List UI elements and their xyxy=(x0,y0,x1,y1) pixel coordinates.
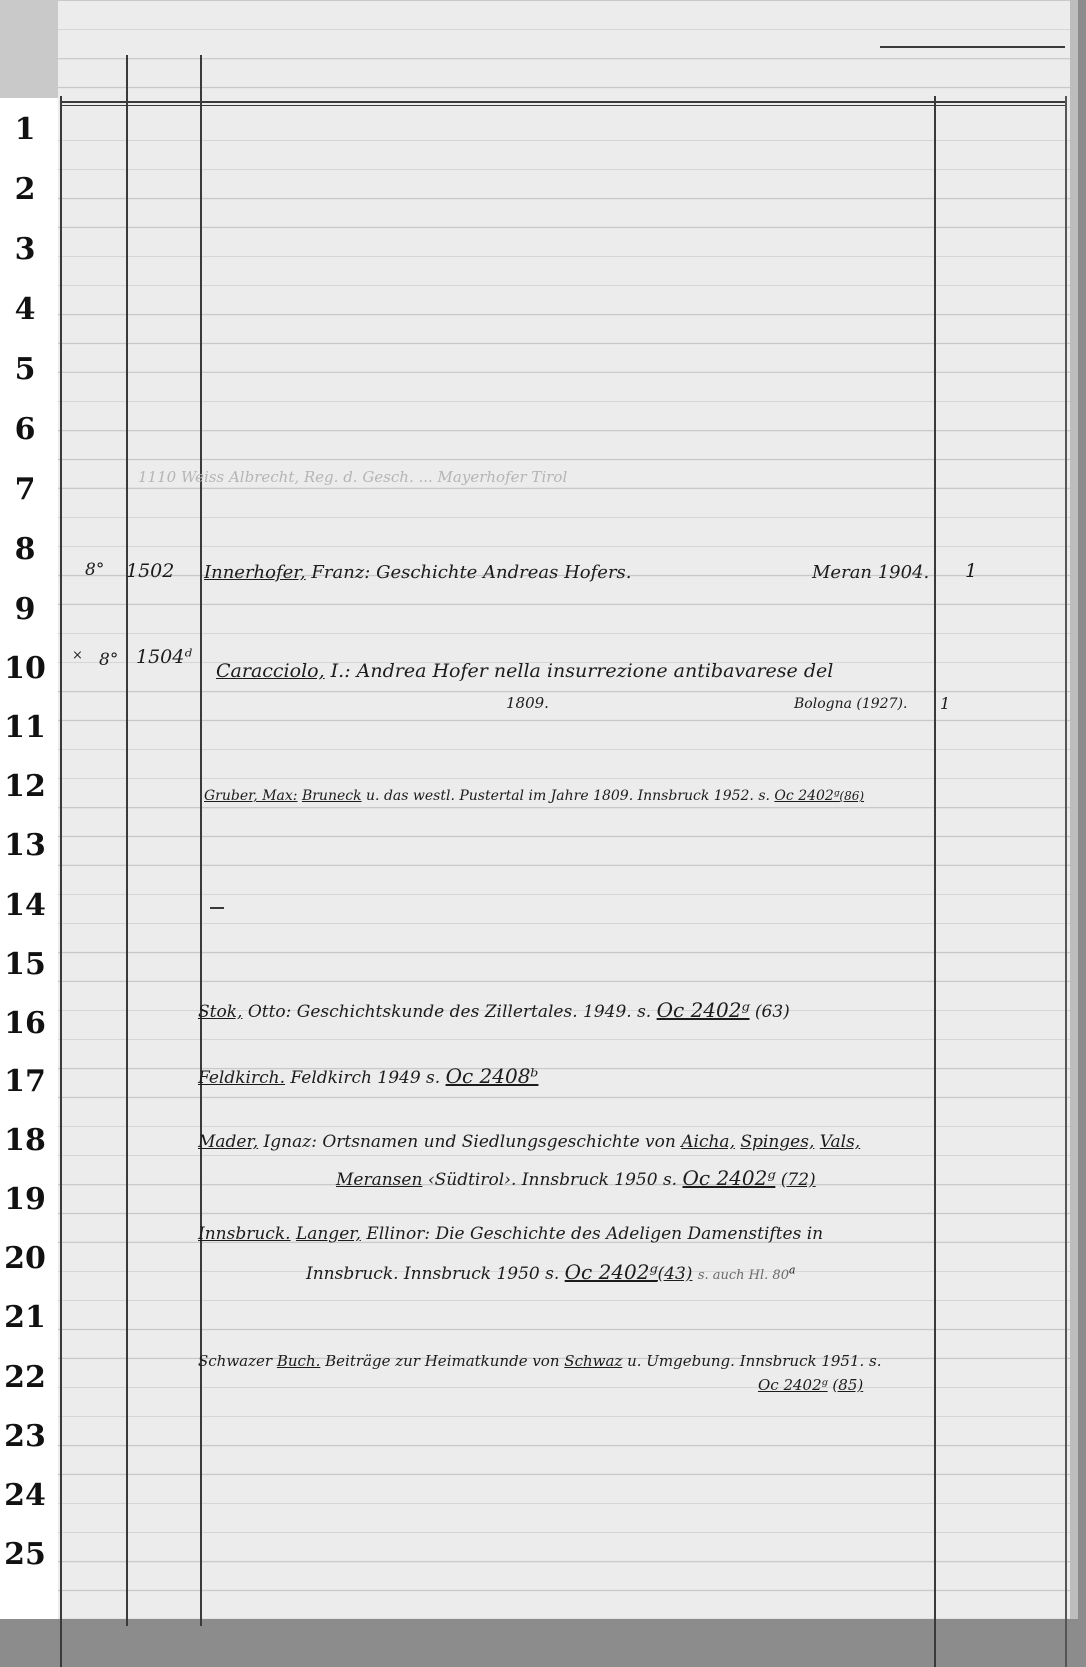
entry-6-place-3: Vals, xyxy=(819,1132,861,1152)
entry-6-line-1 xyxy=(198,1132,860,1152)
entry-7-note-sup: a xyxy=(788,1263,796,1277)
line-number: 18 xyxy=(4,1123,46,1158)
entry-5-text xyxy=(198,1064,538,1088)
entry-1-number: 1502 xyxy=(126,560,175,582)
column-rule-3 xyxy=(200,55,202,1626)
entry-7-line-2 xyxy=(306,1260,795,1284)
entry-1-place: Meran 1904. xyxy=(812,562,930,583)
header-rule xyxy=(62,101,1065,103)
entry-7-line-2-text: Innsbruck. Innsbruck 1950 s. xyxy=(306,1264,560,1284)
entry-8-line-1 xyxy=(198,1352,882,1370)
entry-3-signature: Oc 2402ᵍ xyxy=(774,788,840,804)
entry-1-format: 8° xyxy=(85,560,105,580)
column-rule-5 xyxy=(1065,96,1067,1667)
line-number: 4 xyxy=(14,292,36,327)
line-number: 12 xyxy=(4,769,46,804)
entry-4-title: Otto: Geschichtskunde des Zillertales. 1949. s. xyxy=(242,1002,652,1022)
entry-6-place-2: Spinges, xyxy=(740,1132,815,1152)
entry-2-title: I.: Andrea Hofer nella insurrezione antibavarese del xyxy=(324,660,834,682)
page-edge xyxy=(1070,0,1078,1619)
entry-3-subject: Bruneck xyxy=(301,788,362,804)
entry-1-count: 1 xyxy=(965,560,978,582)
gutter-header xyxy=(0,0,58,98)
entry-7-note xyxy=(697,1263,796,1283)
line-number: 15 xyxy=(4,947,46,982)
entry-1-author: Innerhofer, xyxy=(204,562,306,583)
entry-2-number: 1504ᵈ xyxy=(136,646,192,668)
entry-7-subject: Innsbruck. xyxy=(198,1224,291,1244)
entry-5-signature: Oc 2408ᵇ xyxy=(445,1064,539,1088)
entry-7-title: Ellinor: Die Geschichte des Adeligen Damenstiftes in xyxy=(360,1224,824,1244)
line-number: 20 xyxy=(4,1241,46,1276)
line-number: 2 xyxy=(14,172,36,207)
entry-6-line-2-text: ‹Südtirol›. Innsbruck 1950 s. xyxy=(422,1170,678,1190)
entry-7-volume: (43) xyxy=(657,1264,693,1284)
entry-2-author: Caracciolo, xyxy=(216,660,325,682)
entry-7-author: Langer, xyxy=(295,1224,361,1244)
header-rule-double xyxy=(62,105,1065,106)
entry-8-place: Schwaz xyxy=(564,1352,623,1370)
entry-8-subject-1: Schwazer xyxy=(198,1352,273,1370)
line-number: 6 xyxy=(14,412,36,447)
entry-1-text xyxy=(204,562,632,583)
column-rule-1 xyxy=(60,96,62,1667)
dash-mark xyxy=(210,907,224,909)
entry-8-title-2: u. Umgebung. Innsbruck 1951. s. xyxy=(622,1352,882,1370)
entry-3-title: u. das westl. Pustertal im Jahre 1809. Innsbruck 1952. s. xyxy=(361,788,770,804)
entry-7-signature: Oc 2402ᵍ xyxy=(564,1260,658,1284)
column-rule-2 xyxy=(126,55,128,1626)
entry-6-place-4: Meransen xyxy=(336,1170,423,1190)
line-number: 11 xyxy=(4,710,46,745)
entry-6-signature: Oc 2402ᵍ xyxy=(682,1166,776,1190)
entry-2-place: Bologna (1927). xyxy=(794,696,908,712)
line-number: 23 xyxy=(4,1419,46,1454)
entry-4-volume: (63) xyxy=(754,1002,790,1022)
entry-1-title: Franz: Geschichte Andreas Hofers. xyxy=(305,562,632,583)
line-number: 7 xyxy=(14,472,36,507)
entry-6-line-2 xyxy=(336,1166,816,1190)
entry-2-text xyxy=(216,660,833,682)
ledger-page xyxy=(58,0,1078,1619)
entry-7-note-text: s. auch Hl. 80 xyxy=(697,1268,789,1283)
line-number: 13 xyxy=(4,828,46,863)
line-number: 14 xyxy=(4,888,46,923)
entry-6-place-1: Aicha, xyxy=(681,1132,735,1152)
entry-6-volume: (72) xyxy=(780,1170,816,1190)
line-number: 24 xyxy=(4,1478,46,1513)
entry-2-year: 1809. xyxy=(506,694,549,712)
line-number: 10 xyxy=(4,651,46,686)
line-number: 3 xyxy=(14,232,36,267)
line-number: 21 xyxy=(4,1300,46,1335)
entry-3-text xyxy=(204,788,864,804)
line-number: 25 xyxy=(4,1537,46,1572)
entry-6-author: Mader, xyxy=(198,1132,259,1152)
corner-rule xyxy=(880,46,1065,48)
entry-6-title: Ignaz: Ortsnamen und Siedlungsgeschichte von xyxy=(258,1132,676,1152)
entry-2-mark: × xyxy=(72,648,83,663)
line-number: 1 xyxy=(14,112,36,147)
line-number: 16 xyxy=(4,1006,46,1041)
entry-2-format: 8° xyxy=(99,650,119,670)
bleed-through-text: 1110 Weiss Albrecht, Reg. d. Gesch. ... Mayerhofer Tirol xyxy=(138,468,568,486)
column-rule-4 xyxy=(934,96,936,1667)
entry-4-author: Stok, xyxy=(198,1002,243,1022)
entry-7-line-1 xyxy=(198,1224,823,1244)
entry-4-text xyxy=(198,998,790,1022)
entry-8-volume: (85) xyxy=(832,1376,864,1394)
entry-4-signature: Oc 2402ᵍ xyxy=(656,998,750,1022)
entry-8-line-2 xyxy=(758,1376,863,1394)
entry-5-title: Feldkirch 1949 s. xyxy=(284,1068,441,1088)
entry-2-count: 1 xyxy=(940,694,951,713)
entry-8-signature: Oc 2402ᵍ xyxy=(758,1376,828,1394)
line-number: 9 xyxy=(14,592,36,627)
line-number: 19 xyxy=(4,1182,46,1217)
line-number: 17 xyxy=(4,1064,46,1099)
entry-8-title: Beiträge zur Heimatkunde von xyxy=(320,1352,560,1370)
entry-3-author: Gruber, Max: xyxy=(204,788,298,804)
entry-8-subject-2: Buch. xyxy=(276,1352,321,1370)
entry-5-author: Feldkirch. xyxy=(198,1068,285,1088)
entry-3-volume: (86) xyxy=(839,789,865,803)
line-number: 5 xyxy=(14,352,36,387)
line-number: 22 xyxy=(4,1360,46,1395)
line-number: 8 xyxy=(14,532,36,567)
